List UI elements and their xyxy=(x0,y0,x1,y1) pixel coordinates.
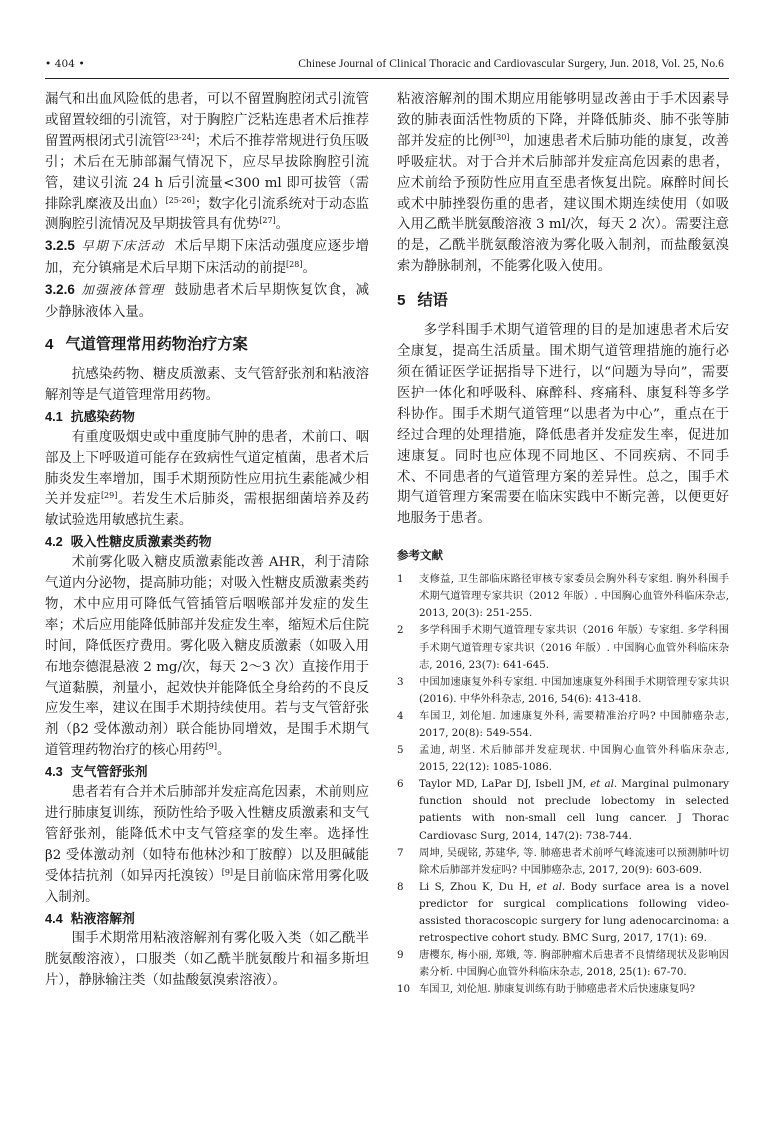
reference-item: 10 车国卫, 刘伦旭. 肺康复训练有助于肺癌患者术后快速康复吗? xyxy=(397,983,696,996)
left-column xyxy=(45,90,369,992)
reference-item: 1 支修益, 卫生部临床路径审核专家委员会胸外科专家组. 胸外科围手术期气道管理专家共识（2012 年版）. 中国胸心血管外科临床杂志, 2013, 20(3): 251-255. xyxy=(397,573,729,620)
header-rule xyxy=(45,78,729,79)
heading-4-3: 4.3 支气管舒张剂 xyxy=(45,764,148,780)
section-4-heading: 4 气道管理常用药物治疗方案 xyxy=(45,335,248,353)
reference-item: 7 周坤, 吴砚铭, 苏建华, 等. 肺癌患者术前呼气峰流速可以预测肺叶切除术后肺部并发症吗? 中国肺癌杂志, 2017, 20(9): 603-609. xyxy=(397,846,729,876)
paragraph-4-2: 术前雾化吸入糖皮质激素能改善 AHR，利于清除气道内分泌物，提高肺功能；对吸入性糖皮质激素类药物，术中应用可降低气管插管后咽喉部并发症的发生率；术后应用能降低肺部并发症发生率，缩短术后住院时间，降低医疗费用。雾化吸入糖皮质激素（如吸入用布地奈德混悬液 2 mg/次，每天 2～3 次）直接作用于气道黏膜，剂量小，起效快并能降低全身给药的不良反应发生率，建议在围手术期持续使用。若与支气管舒张剂（β2 受体激动剂）联合能协同增效，是围手术期气道管理药物治疗的核心用药[9]。 xyxy=(45,555,369,759)
reference-item: 9 唐樱东, 梅小丽, 郑娥, 等. 胸部肿瘤术后患者不良情绪现状及影响因素分析. 中国胸心血管外科临床杂志, 2018, 25(1): 67-70. xyxy=(397,949,729,979)
reference-list xyxy=(397,571,729,998)
heading-4-2: 4.2 吸入性糖皮质激素类药物 xyxy=(45,534,212,550)
paragraph-section-4-intro: 抗感染药物、糖皮质激素、支气管舒张剂和粘液溶解剂等是气道管理常用药物。 xyxy=(45,366,369,403)
page-number: • 404 • xyxy=(45,58,85,70)
subsection-3-2-5: 3.2.5 早期下床活动 术后早期下床活动强度应逐步增加，充分镇痛是术后早期下床活动的前提[28]。 xyxy=(45,238,370,277)
heading-4-1: 4.1 抗感染药物 xyxy=(45,408,135,424)
paragraph-drainage: 漏气和出血风险低的患者，可以不留置胸腔闭式引流管或留置较细的引流管，对于胸腔广泛粘连患者术后推荐留置两根闭式引流管[23-24]；术后不推荐常规进行负压吸引；术后在无肺部漏气情况下，应尽早拔除胸腔引流管，建议引流 24 h 后引流量<300 ml 即可拔管（需排除乳糜液及出血）[25-26]；数字化引流系统对于动态监测胸腔引流情况及早期拔管具有优势[27]。 xyxy=(45,92,370,233)
reference-item: 8 Li S, Zhou K, Du H, et al. Body surface area is a novel predictor for surgical complications following video-assisted thoracoscopic surgery for lung adenocarcinoma: a retrospective cohort study. BMC Surg, 2017, 17(1): 69. xyxy=(397,880,730,945)
reference-item: 2 多学科围手术期气道管理专家共识（2016 年版）专家组. 多学科围手术期气道管理专家共识（2016 年版）. 中国胸心血管外科临床杂志, 2016, 23(7): 641-645. xyxy=(397,624,729,671)
reference-item: 5 孟迪, 胡坚. 术后肺部并发症现状. 中国胸心血管外科临床杂志, 2015, 22(12): 1085-1086. xyxy=(397,744,729,774)
paragraph-4-1: 有重度吸烟史或中重度肺气肿的患者，术前口、咽部及上下呼吸道可能存在致病性气道定植菌，患者术后肺炎发生率增加，围手术期预防性应用抗生素能减少相关并发症[29]。若发生术后肺炎，需根据细菌培养及药敏试验选用敏感抗生素。 xyxy=(45,429,370,529)
paragraph-conclusion: 多学科围手术期气道管理的目的是加速患者术后安全康复，提高生活质量。围术期气道管理措施的施行必须在循证医学证据指导下进行，以“问题为导向”，需要医护一体化和呼吸科、麻醉科、疼痛科、康复科等多学科协作。围手术期气道管理“以患者为中心”，重点在于经过合理的处理措施，降低患者并发症发生率，促进加速康复。同时也应体现不同地区、不同疾病、不同手术、不同患者的气道管理方案的差异性。总之，围手术期气道管理方案需要在临床实践中不断完善，以便更好地服务于患者。 xyxy=(397,323,729,527)
right-column xyxy=(397,90,729,998)
subsection-3-2-6: 3.2.6 加强液体管理 鼓励患者术后早期恢复饮食，减少静脉液体入量。 xyxy=(45,282,370,321)
paragraph-4-3: 患者若有合并术后肺部并发症高危因素，术前则应进行肺康复训练，预防性给予吸入性糖皮质激素和支气管舒张剂，能降低术中支气管痉挛的发生率。选择性 β2 受体激动剂（如特布他林沙和丁胺醇）以及胆碱能受体拮抗剂（如异丙托溴铵）[9]是目前临床常用雾化吸入制剂。 xyxy=(45,785,369,905)
paragraph-mucolytics-continued: 粘液溶解剂的围术期应用能够明显改善由于手术因素导致的肺表面活性物质的下降，并降低肺炎、肺不张等肺部并发症的比例[30]，加速患者术后肺功能的康复，改善呼吸症状。对于合并术后肺部并发症高危因素的患者，应术前给予预防性应用直至患者恢复出院。麻醉时间长或术中肺挫裂伤重的患者，建议围术期连续使用（如吸入用乙酰半胱氨酸溶液 3 ml/次，每天 2 次）。需要注意的是，乙酰半胱氨酸溶液为雾化吸入制剂，而盐酸氨溴索为静脉制剂，不能雾化吸入使用。 xyxy=(397,92,730,275)
references-heading: 参考文献 xyxy=(397,550,443,563)
reference-item: 3 中国加速康复外科专家组. 中国加速康复外科围手术期管理专家共识(2016). 中华外科杂志, 2016, 54(6): 413-418. xyxy=(397,675,729,705)
heading-4-4: 4.4 粘液溶解剂 xyxy=(45,910,135,926)
reference-item: 4 车国卫, 刘伦旭. 加速康复外科, 需要精准治疗吗? 中国肺癌杂志, 2017, 20(8): 549-554. xyxy=(397,709,729,739)
journal-running-header: Chinese Journal of Clinical Thoracic and Cardiovascular Surgery, Jun. 2018, Vol. 25, No.6 xyxy=(298,58,724,70)
paragraph-4-4: 围手术期常用粘液溶解剂有雾化吸入类（如乙酰半胱氨酸溶液），口服类（如乙酰半胱氨酸片和福多斯坦片），静脉输注类（如盐酸氨溴索溶液）。 xyxy=(45,931,369,989)
reference-item: 6 Taylor MD, LaPar DJ, Isbell JM, et al. Marginal pulmonary function should not preclude lobectomy in selected patients with non-small cell lung cancer. J Thorac Cardiovasc Surg, 2014, 147(2): 738-744. xyxy=(397,778,729,842)
section-5-heading: 5 结语 xyxy=(397,292,448,310)
